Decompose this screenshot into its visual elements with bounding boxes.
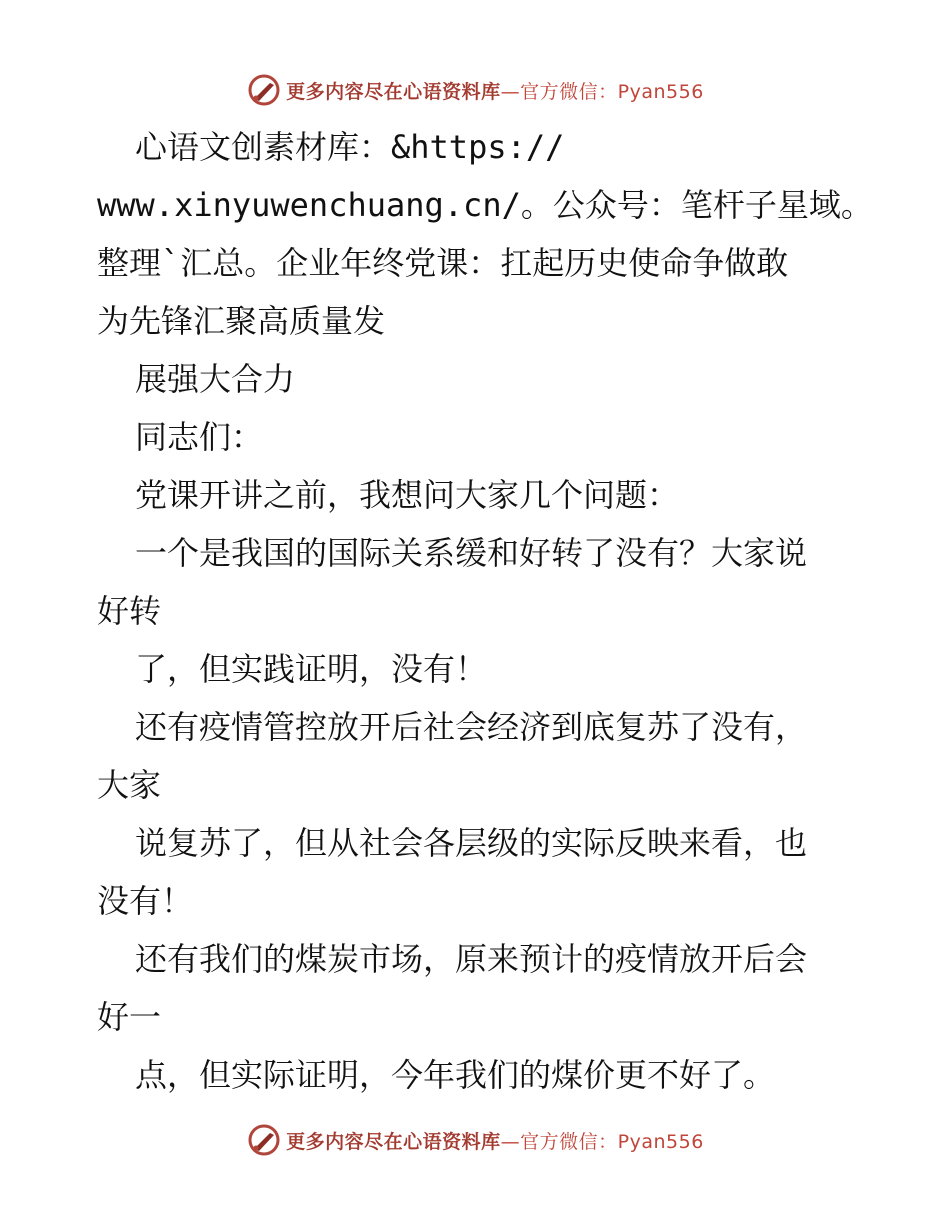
banner-brand-text: 更多内容尽在心语资料库 — [286, 80, 501, 103]
text-line: 没有！ — [97, 882, 194, 920]
text-line: 好一 — [97, 998, 162, 1036]
pen-logo-icon — [246, 72, 282, 108]
footer-watermark-banner — [0, 1118, 950, 1162]
pen-logo-icon — [246, 1122, 282, 1158]
text-line: 点，但实际证明，今年我们的煤价更不好了。 — [135, 1056, 776, 1094]
text-line: 党课开讲之前，我想问大家几个问题： — [135, 476, 680, 514]
header-watermark-banner — [0, 68, 950, 112]
text-line: 还有疫情管控放开后社会经济到底复苏了没有， — [135, 708, 808, 746]
text-line: 同志们： — [135, 418, 264, 456]
text-line: 还有我们的煤炭市场，原来预计的疫情放开后会 — [135, 940, 808, 978]
text-line: 整理`汇总。企业年终党课：扛起历史使命争做敢 — [97, 244, 789, 282]
text-line: 好转 — [97, 592, 162, 630]
banner-contact-text: —官方微信：Pyan556 — [500, 80, 704, 103]
text-line: 大家 — [97, 766, 162, 804]
text-line: 心语文创素材库：&https:// — [135, 128, 565, 166]
text-line: 了，但实践证明，没有！ — [135, 650, 488, 688]
banner-contact-text: —官方微信：Pyan556 — [500, 1130, 704, 1153]
banner-brand-text: 更多内容尽在心语资料库 — [286, 1130, 501, 1153]
text-line: www.xinyuwenchuang.cn/。公众号：笔杆子星域。 — [97, 186, 873, 224]
text-line: 一个是我国的国际关系缓和好转了没有？大家说 — [135, 534, 808, 572]
text-line: 说复苏了，但从社会各层级的实际反映来看，也 — [135, 824, 808, 862]
text-line: 展强大合力 — [135, 360, 296, 398]
document-body — [97, 118, 873, 1104]
text-line: 为先锋汇聚高质量发 — [97, 302, 386, 340]
